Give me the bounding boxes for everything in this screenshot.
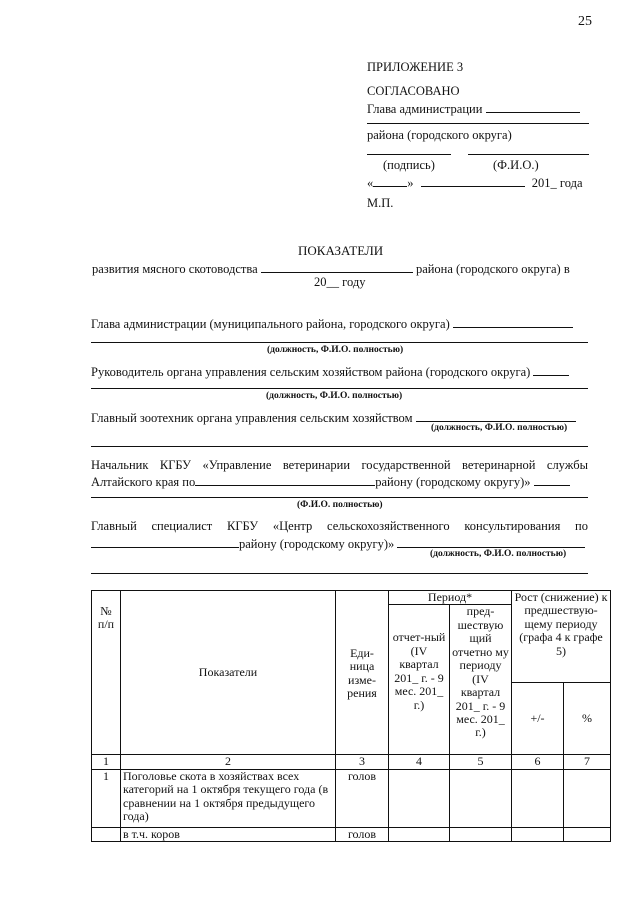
row-percent <box>564 827 611 841</box>
agri-head-text: Руководитель органа управления сельским хозяйством района (городского округа) <box>91 365 531 379</box>
row-reporting <box>389 827 450 841</box>
row-percent <box>564 769 611 827</box>
spec-blank-line <box>91 573 588 574</box>
document-title: ПОКАЗАТЕЛИ <box>298 243 384 258</box>
table-row <box>92 769 611 827</box>
stamp-label: М.П. <box>367 196 394 210</box>
header-indicators: Показатели <box>121 591 336 755</box>
header-plus-minus: +/- <box>512 683 564 755</box>
header-previous-period: пред-шествую щий отчетно му периоду (IV квартал 201_ г. - 9 мес. 201_ г.) <box>450 605 512 755</box>
date-day-blank <box>373 174 407 187</box>
row-reporting <box>389 769 450 827</box>
col-number-4: 4 <box>389 755 450 769</box>
vet-fio-blank <box>534 473 570 486</box>
vet-line-2-start: Алтайского края по <box>91 475 196 489</box>
row-indicator: Поголовье скота в хозяйствах всех категорий на 1 октября текущего года (в сравнении на 1 октября предыдущего года) <box>121 769 336 827</box>
agri-head-line <box>91 363 569 380</box>
approval-fio-line <box>468 154 589 155</box>
approval-district-label: района (городского округа) <box>367 128 512 142</box>
date-year: 201_ <box>531 176 557 190</box>
row-previous <box>450 769 512 827</box>
caption-position-fio-1: (должность, Ф.И.О. полностью) <box>267 345 404 355</box>
head-of-admin-text: Глава администрации <box>367 102 483 116</box>
approval-signature-line <box>367 154 451 155</box>
row-indicator: в т.ч. коров <box>121 827 336 841</box>
col-number-6: 6 <box>512 755 564 769</box>
col-number-7: 7 <box>564 755 611 769</box>
row-plus-minus <box>512 769 564 827</box>
header-percent: % <box>564 683 611 755</box>
head-of-admin-blank <box>486 100 580 113</box>
zootech-blank <box>416 409 576 422</box>
spec-line-1: Главный специалист КГБУ «Центр сельскохозяйственного консультирования по <box>91 519 588 533</box>
header-unit: Еди-ница изме-рения <box>336 591 389 755</box>
col-number-5: 5 <box>450 755 512 769</box>
date-open-quote: « <box>367 176 374 190</box>
table-row <box>92 827 611 841</box>
fio-caption: (Ф.И.О.) <box>493 158 539 172</box>
vet-district-blank <box>195 473 375 486</box>
caption-position-fio-2: (должность, Ф.И.О. полностью) <box>266 391 403 401</box>
col-number-2: 2 <box>121 755 336 769</box>
appendix-label: ПРИЛОЖЕНИЕ 3 <box>367 60 464 74</box>
head-admin-blank-line <box>91 342 588 343</box>
header-period: Период* <box>389 591 512 605</box>
header-number: № п/п <box>92 591 121 755</box>
agri-head-blank <box>533 363 569 376</box>
head-admin-blank <box>453 315 573 328</box>
header-reporting-period: отчет-ный (IV квартал 201_ г. - 9 мес. 201_ г.) <box>389 605 450 755</box>
head-admin-text: Глава администрации (муниципального района, городского округа) <box>91 317 450 331</box>
title-line-1-start: развития мясного скотоводства <box>92 262 258 276</box>
col-number-3: 3 <box>336 755 389 769</box>
indicators-table <box>91 590 611 842</box>
row-number: 1 <box>92 769 121 827</box>
vet-line-2 <box>91 473 570 490</box>
row-previous <box>450 827 512 841</box>
title-district-blank <box>261 260 413 273</box>
spec-fio-blank <box>397 535 585 548</box>
date-close-quote: » <box>407 176 414 190</box>
signature-caption: (подпись) <box>383 158 435 172</box>
date-month-blank <box>421 174 525 187</box>
agreed-label: СОГЛАСОВАНО <box>367 84 460 98</box>
approval-blank-line-1 <box>367 123 589 124</box>
page-number: 25 <box>578 14 592 29</box>
zootech-blank-line <box>91 446 588 447</box>
row-plus-minus <box>512 827 564 841</box>
approval-date-line <box>367 174 583 191</box>
header-growth: Рост (снижение) к предшествую-щему периоду (графа 4 к графе 5) <box>512 591 611 683</box>
row-unit: голов <box>336 769 389 827</box>
col-number-1: 1 <box>92 755 121 769</box>
row-unit: голов <box>336 827 389 841</box>
row-number <box>92 827 121 841</box>
spec-line-2-end: району (городскому округу)» <box>239 537 395 551</box>
head-admin-line <box>91 315 573 332</box>
title-year-line: 20__ году <box>314 275 366 289</box>
date-year-word: года <box>559 176 583 190</box>
spec-district-blank <box>91 535 239 548</box>
vet-line-1: Начальник КГБУ «Управление ветеринарии государственной ветеринарной службы <box>91 458 588 472</box>
head-of-admin-label <box>367 100 580 117</box>
vet-line-2-end: району (городскому округу)» <box>375 475 531 489</box>
caption-position-fio-5: (должность, Ф.И.О. полностью) <box>430 549 567 559</box>
agri-head-blank-line <box>91 388 588 389</box>
caption-fio-4: (Ф.И.О. полностью) <box>297 500 383 510</box>
vet-blank-line <box>91 497 588 498</box>
zootech-text: Главный зоотехник органа управления сельским хозяйством <box>91 411 413 425</box>
caption-position-fio-3: (должность, Ф.И.О. полностью) <box>431 423 568 433</box>
title-line-1-end: района (городского округа) в <box>415 262 570 276</box>
